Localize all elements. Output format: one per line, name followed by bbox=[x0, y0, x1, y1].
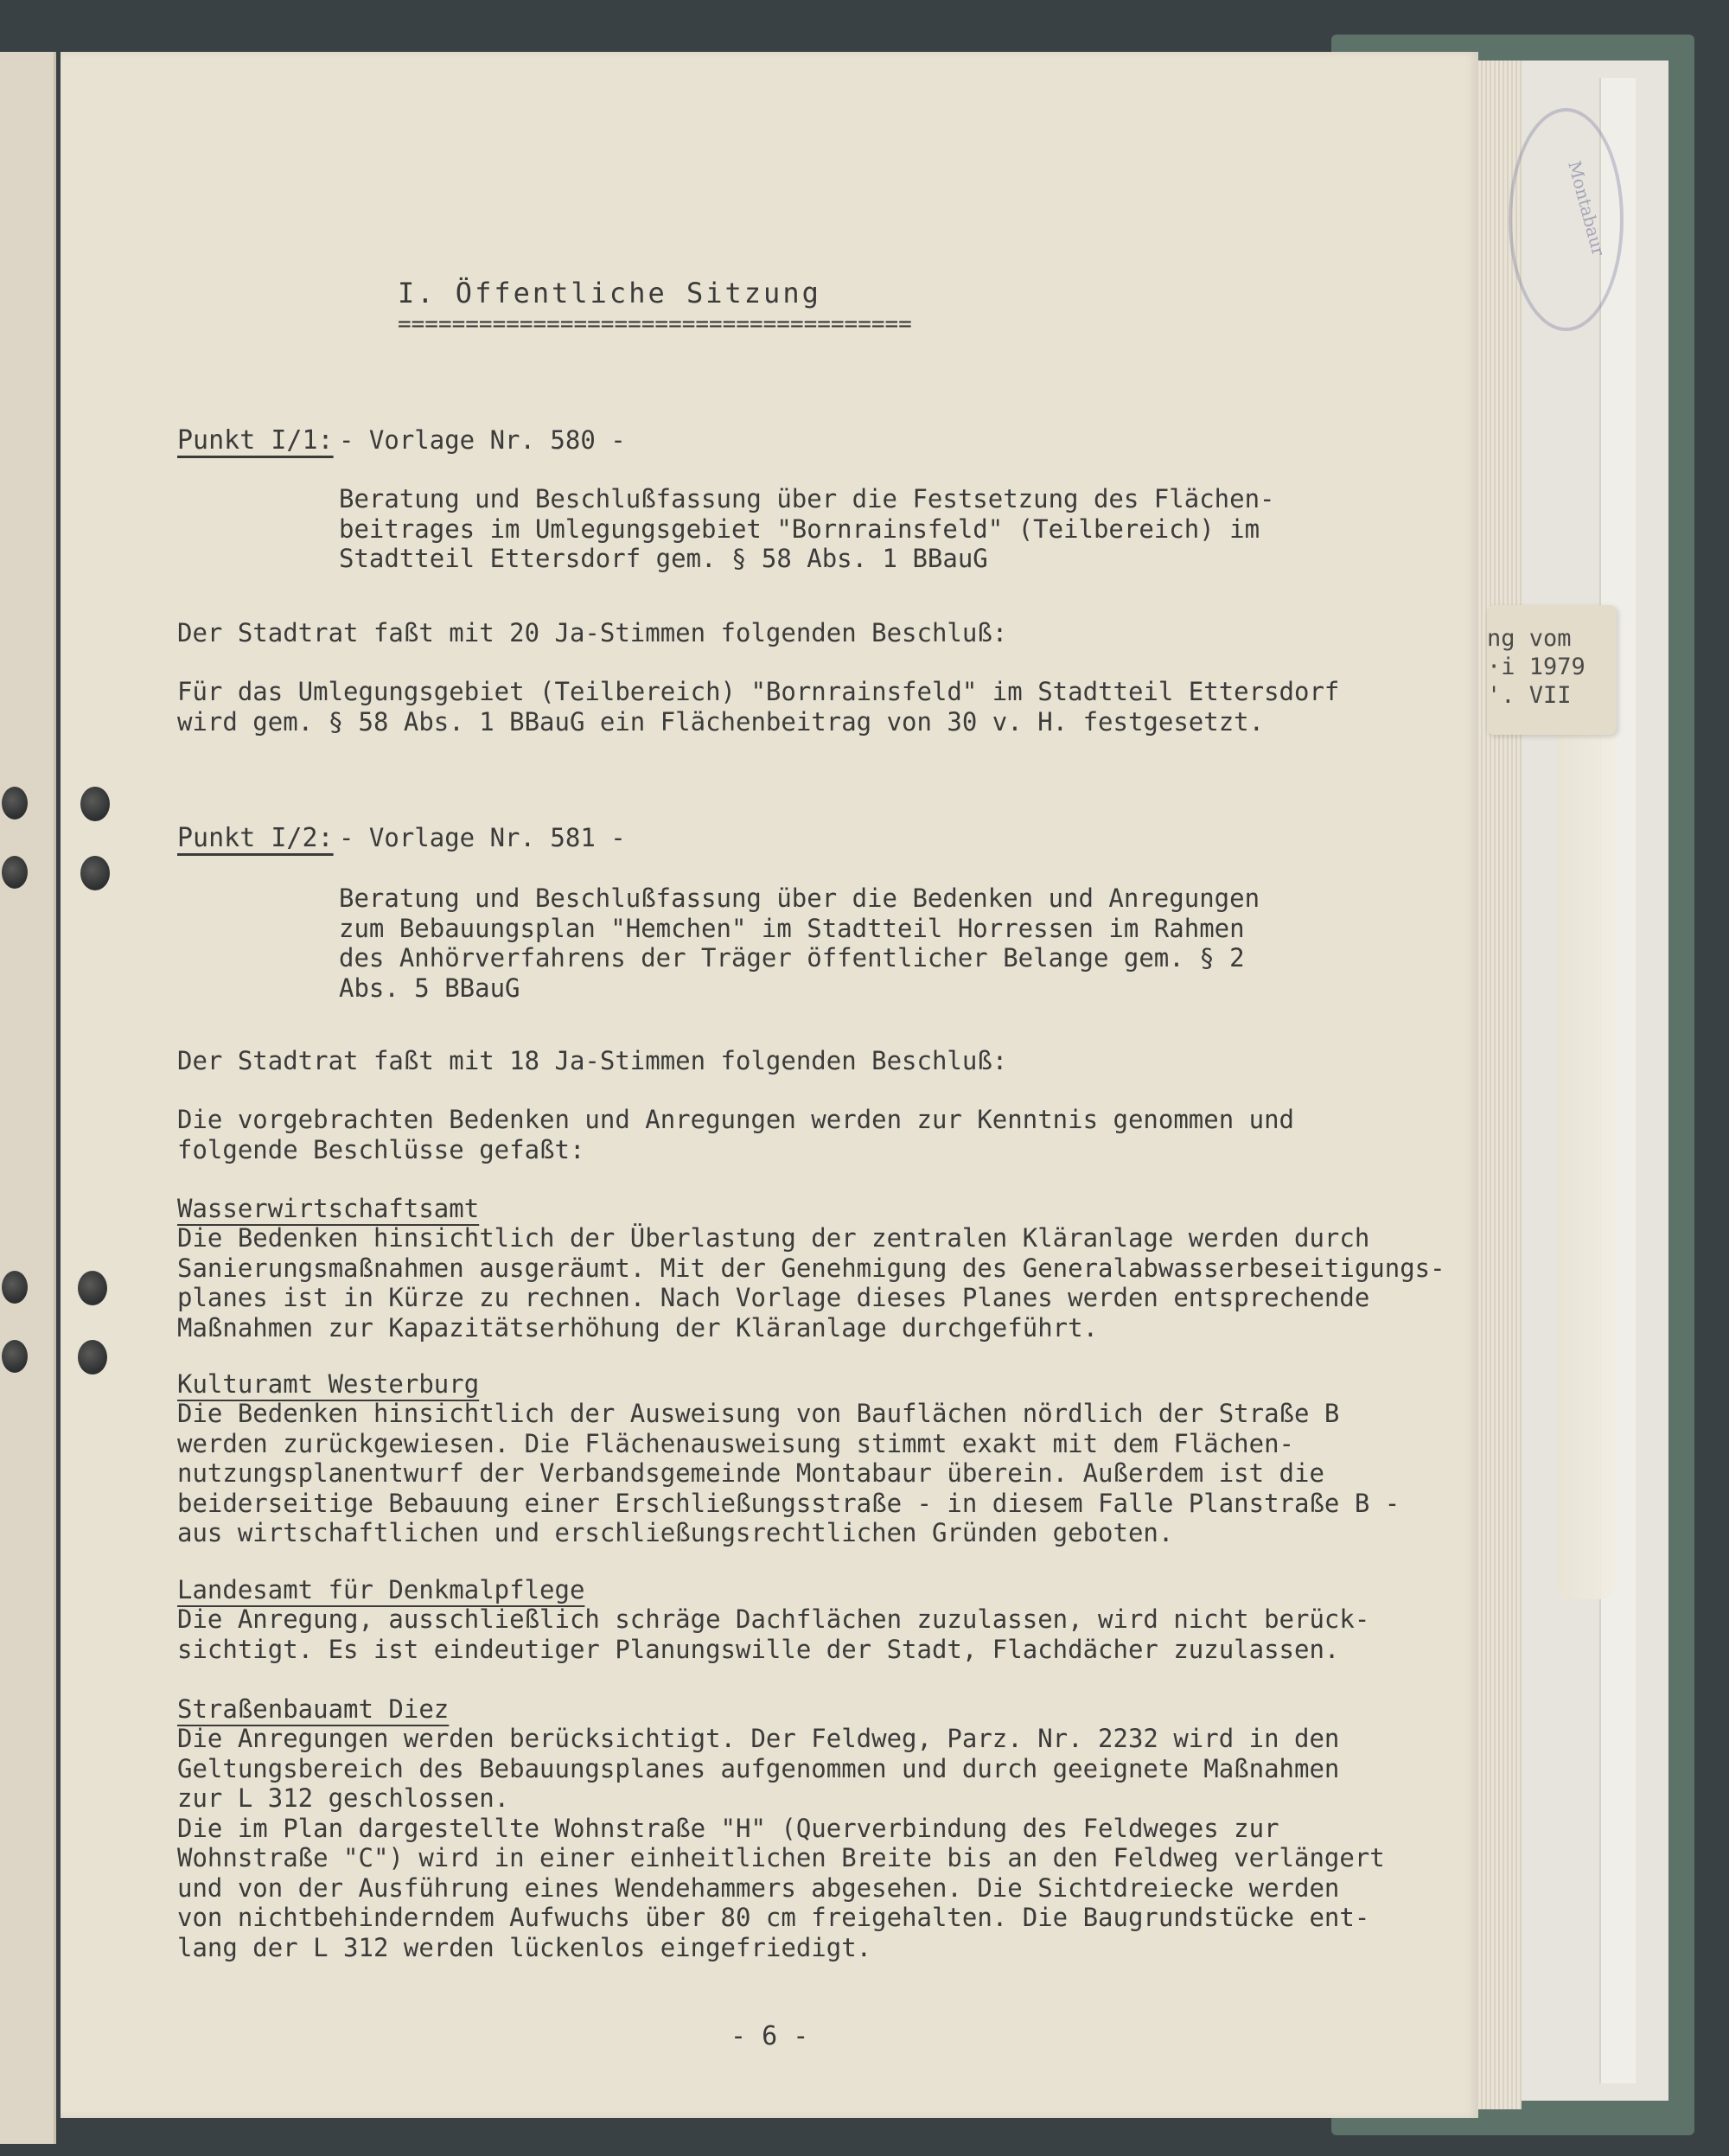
section-title-wasserwirtschaftsamt: Wasserwirtschaftsamt bbox=[177, 1194, 480, 1223]
punkt-2-label: Punkt I/2: bbox=[177, 823, 334, 853]
left-page-edge bbox=[0, 52, 56, 2144]
punch-hole bbox=[78, 1271, 107, 1305]
punch-hole bbox=[78, 1340, 107, 1375]
punkt-1-vorlage: - Vorlage Nr. 580 - bbox=[339, 425, 626, 455]
index-tab bbox=[1487, 605, 1617, 735]
section-text-wasserwirtschaftsamt: Die Bedenken hinsichtlich der Überlastung der zentralen Kläranlage werden durch Sanierungsmaßnahmen ausgeräumt. Mit der Genehmigung des Generalabwasserbeseitigungs- planes ist in Kürze zu rechnen. Nach Vorlage dieses Planes werden entsprechende Maßnahmen zur Kapazitätserhöhung der Kläranlage durchgeführt. bbox=[177, 1223, 1445, 1343]
punkt-2-vote: Der Stadtrat faßt mit 18 Ja-Stimmen folgenden Beschluß: bbox=[177, 1046, 1008, 1075]
punkt-2-intro: Die vorgebrachten Bedenken und Anregungen werden zur Kenntnis genommen und folgende Beschlüsse gefaßt: bbox=[177, 1105, 1295, 1164]
punch-hole bbox=[2, 787, 28, 820]
punch-hole bbox=[2, 1340, 28, 1373]
punkt-1-subject: Beratung und Beschlußfassung über die Festsetzung des Flächen- beitrages im Umlegungsgebiet "Bornrainsfeld" (Teilbereich) im Stadtteil Ettersdorf gem. § 58 Abs. 1 BBauG bbox=[339, 484, 1275, 573]
section-title-denkmalpflege: Landesamt für Denkmalpflege bbox=[177, 1575, 585, 1604]
punch-hole bbox=[2, 856, 28, 889]
title-underline: ====================================== bbox=[398, 311, 912, 337]
punkt-1-label: Punkt I/1: bbox=[177, 425, 334, 456]
punch-hole bbox=[80, 787, 110, 821]
section-text-denkmalpflege: Die Anregung, ausschließlich schräge Dachflächen zuzulassen, wird nicht berück- sichtigt. Es ist eindeutiger Planungswille der Stadt, Flachdächer zuzulassen. bbox=[177, 1604, 1370, 1664]
punkt-1-vote: Der Stadtrat faßt mit 20 Ja-Stimmen folgenden Beschluß: bbox=[177, 618, 1008, 647]
stamp bbox=[1509, 108, 1624, 331]
section-text-strassenbauamt: Die Anregungen werden berücksichtigt. Der Feldweg, Parz. Nr. 2232 wird in den Geltungsbereich des Bebauungsplanes aufgenommen und durch geeignete Maßnahmen zur L 312 geschlossen. Die im Plan dargestellte Wohnstraße "H" (Querverbindung des Feldweges zur Wohnstraße "C") wird in einer einheitlichen Breite bis an den Feldweg verlängert und von der Ausführung eines Wendehammers abgesehen. Die Sichtdreiecke werden von nichtbehinderndem Aufwuchs über 80 cm freigehalten. Die Baugrundstücke ent- lang der L 312 werden lückenlos eingefriedigt. bbox=[177, 1724, 1385, 1962]
section-title-strassenbauamt: Straßenbauamt Diez bbox=[177, 1694, 450, 1724]
punch-hole bbox=[80, 856, 110, 890]
page-title: I. Öffentliche Sitzung bbox=[398, 277, 821, 309]
tab-label: ng vom ·i 1979 '. VII bbox=[1487, 625, 1585, 709]
section-title-kulturamt: Kulturamt Westerburg bbox=[177, 1369, 480, 1399]
section-text-kulturamt: Die Bedenken hinsichtlich der Ausweisung von Bauflächen nördlich der Straße B werden zurückgewiesen. Die Flächenausweisung stimmt exakt mit dem Flächen- nutzungsplanentwurf der Verbandsgemeinde Montabaur überein. Außerdem ist die beiderseitige Bebauung einer Erschließungsstraße - in diesem Falle Planstraße B - aus wirtschaftlichen und erschließungsrechtlichen Gründen geboten. bbox=[177, 1399, 1400, 1547]
stamp-text: Montabaur bbox=[1564, 158, 1610, 258]
punkt-1-decision: Für das Umlegungsgebiet (Teilbereich) "Bornrainsfeld" im Stadtteil Ettersdorf wird gem. § 58 Abs. 1 BBauG ein Flächenbeitrag von 30 v. H. festgesetzt. bbox=[177, 677, 1340, 737]
punkt-2-vorlage: - Vorlage Nr. 581 - bbox=[339, 823, 626, 852]
tab-strip bbox=[1556, 735, 1617, 1599]
punch-hole bbox=[2, 1271, 28, 1304]
punkt-2-subject: Beratung und Beschlußfassung über die Bedenken und Anregungen zum Bebauungsplan "Hemchen" im Stadtteil Horressen im Rahmen des Anhörverfahrens der Träger öffentlicher Belange gem. § 2 Abs. 5 BBauG bbox=[339, 883, 1260, 1003]
page-number: - 6 - bbox=[731, 2021, 809, 2051]
